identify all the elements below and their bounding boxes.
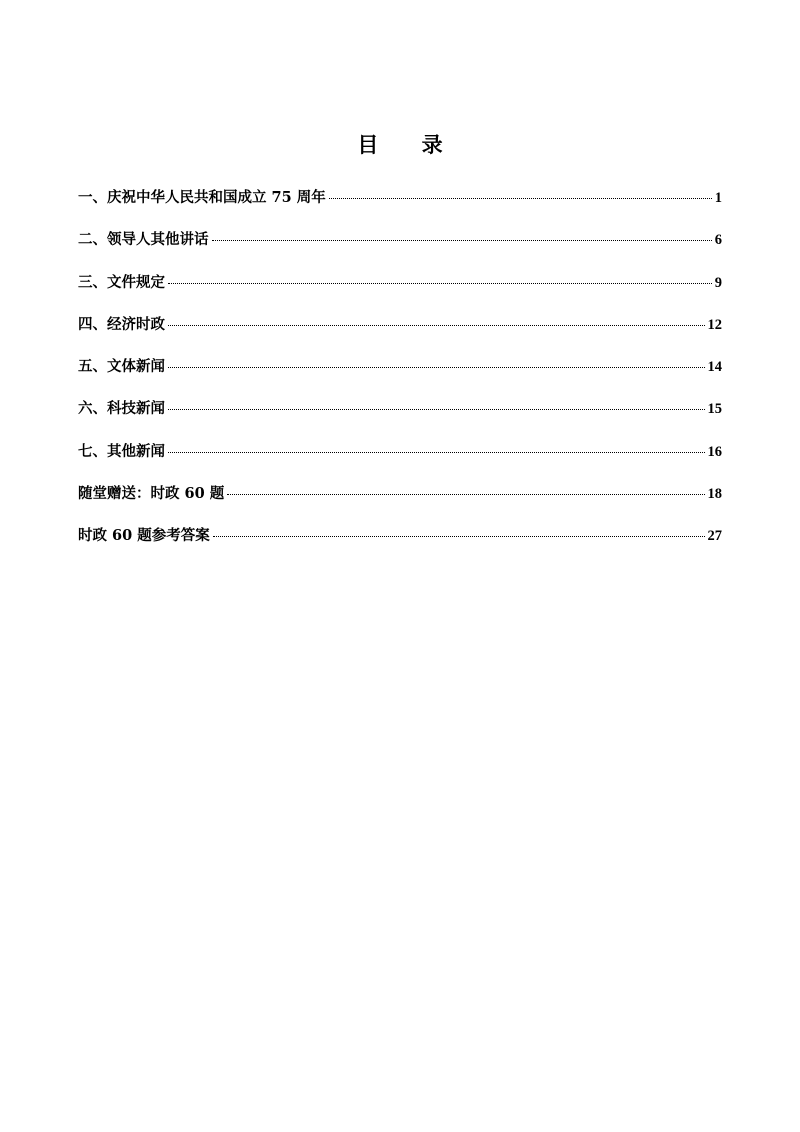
toc-entry-page: 9 bbox=[714, 274, 722, 291]
dot-leader bbox=[168, 325, 705, 326]
toc-entry[interactable] bbox=[78, 524, 722, 566]
toc-entry-label: 随堂赠送：时政 60 题 bbox=[78, 485, 225, 503]
toc-entry[interactable] bbox=[78, 440, 722, 482]
toc-title: 目 录 bbox=[357, 132, 461, 157]
toc-entry-label: 五、文体新闻 bbox=[78, 358, 165, 376]
toc-entry-label: 四、经济时政 bbox=[78, 315, 165, 333]
toc-entry-label: 时政 60 题参考答案 bbox=[78, 527, 210, 545]
toc-entry-page: 18 bbox=[707, 486, 722, 503]
dot-leader bbox=[212, 240, 712, 241]
table-of-contents bbox=[78, 186, 722, 567]
toc-entry[interactable] bbox=[78, 482, 722, 524]
toc-entry-label: 七、其他新闻 bbox=[78, 442, 165, 460]
toc-entry[interactable] bbox=[78, 228, 722, 270]
dot-leader bbox=[213, 536, 705, 537]
dot-leader bbox=[168, 367, 705, 368]
dot-leader bbox=[168, 283, 712, 284]
dot-leader bbox=[168, 452, 705, 453]
toc-entry-page: 12 bbox=[707, 316, 722, 333]
toc-entry-page: 27 bbox=[707, 528, 722, 545]
toc-entry-page: 1 bbox=[714, 190, 722, 206]
toc-entry[interactable] bbox=[78, 355, 722, 397]
toc-entry-page: 15 bbox=[707, 401, 722, 418]
toc-entry-label: 一、庆祝中华人民共和国成立 75 周年 bbox=[78, 189, 326, 206]
toc-entry[interactable] bbox=[78, 397, 722, 439]
toc-entry-page: 6 bbox=[714, 232, 722, 249]
dot-leader bbox=[227, 494, 704, 495]
toc-entry-label: 六、科技新闻 bbox=[78, 400, 165, 418]
toc-entry-label: 二、领导人其他讲话 bbox=[78, 231, 209, 249]
toc-entry-page: 16 bbox=[707, 443, 722, 460]
toc-entry-page: 14 bbox=[707, 359, 722, 376]
dot-leader bbox=[329, 198, 712, 199]
toc-entry[interactable] bbox=[78, 313, 722, 355]
toc-entry[interactable] bbox=[78, 271, 722, 313]
dot-leader bbox=[168, 409, 705, 410]
toc-entry-label: 三、文件规定 bbox=[78, 273, 165, 291]
toc-entry[interactable] bbox=[78, 186, 722, 228]
